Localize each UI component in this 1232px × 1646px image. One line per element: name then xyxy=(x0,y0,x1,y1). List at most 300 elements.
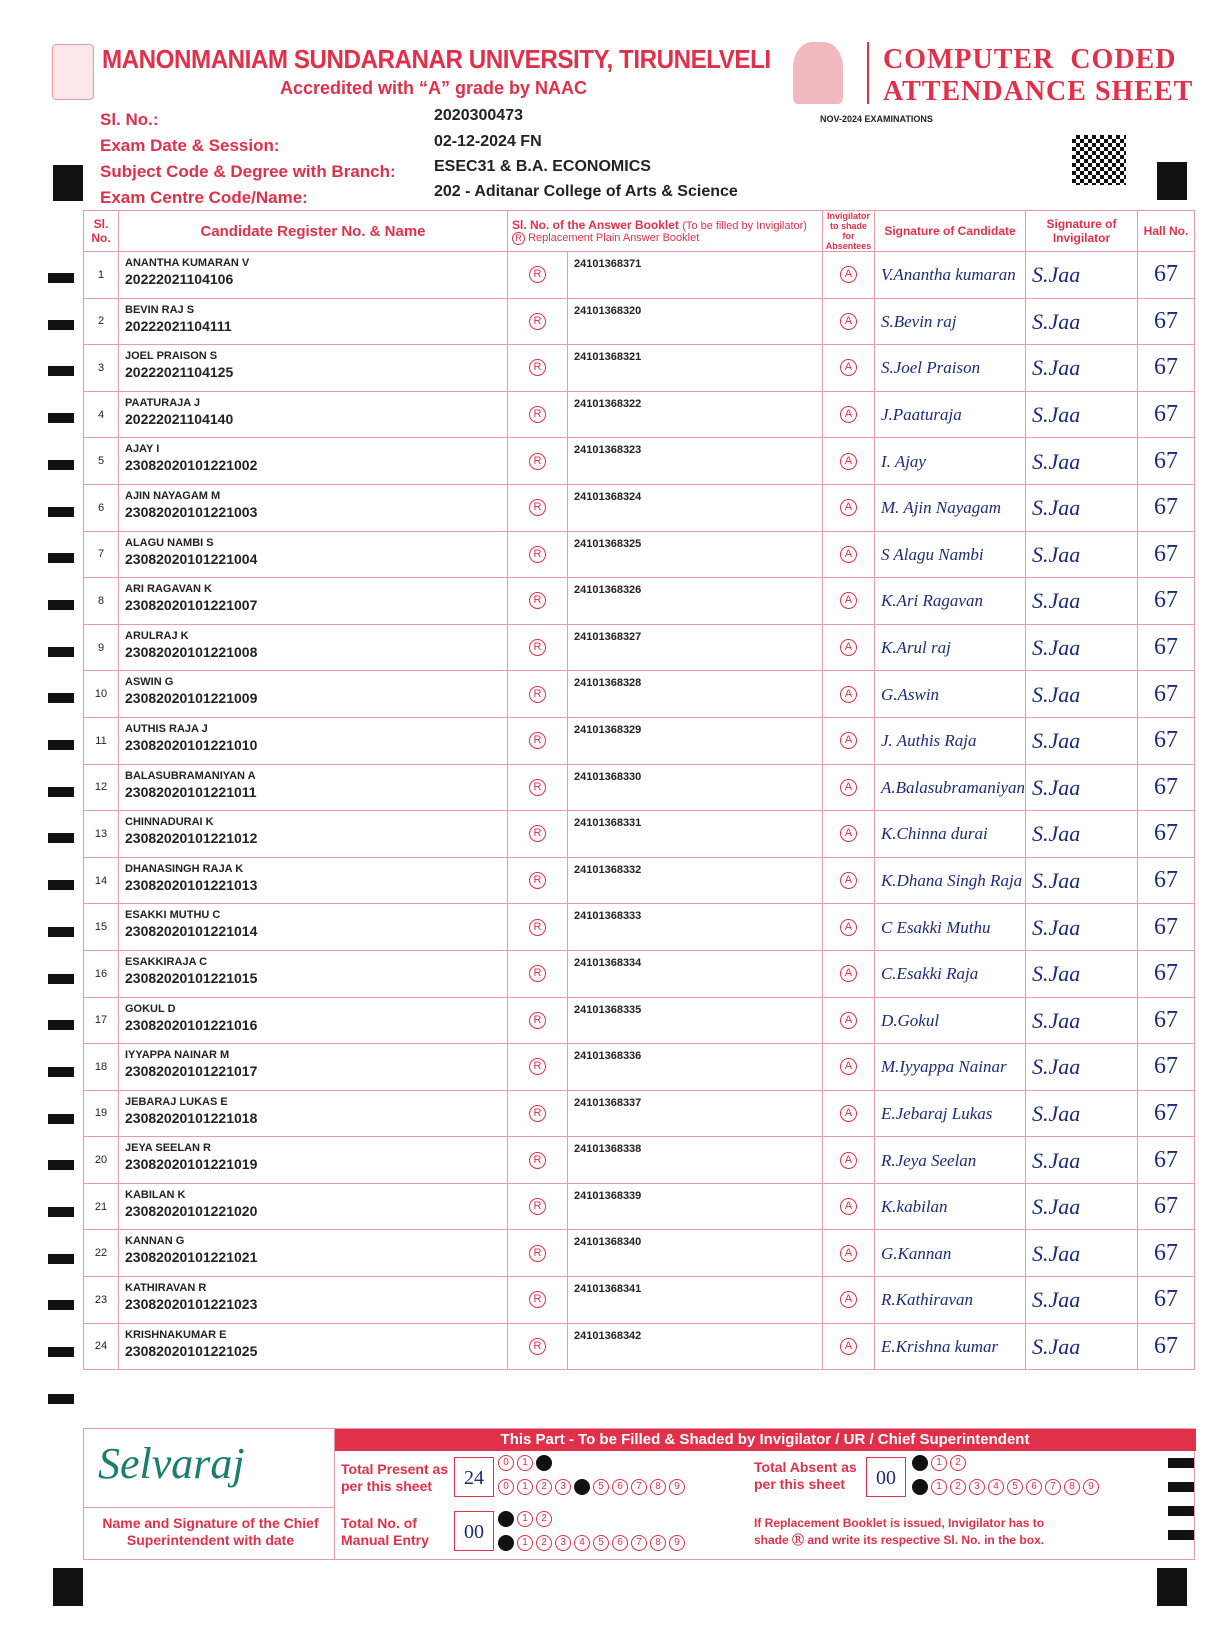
timing-mark xyxy=(48,1067,74,1077)
booklet-no[interactable]: 24101368336 xyxy=(568,1044,823,1091)
row-sl: 3 xyxy=(84,345,119,392)
timing-mark xyxy=(48,974,74,984)
candidate-name: AJIN NAYAGAM M xyxy=(125,489,221,502)
candidate-signature: S.Joel Praison xyxy=(874,345,1025,392)
founder-portrait xyxy=(793,42,843,104)
table-row xyxy=(84,811,1195,858)
digit-bubbles[interactable] xyxy=(498,1479,685,1495)
centre-value: 202 - Aditanar College of Arts & Science xyxy=(434,183,738,200)
hall-no: 67 xyxy=(1138,1277,1195,1324)
booklet-no[interactable]: 24101368330 xyxy=(568,764,823,811)
invigilator-signature: S.Jaa xyxy=(1026,252,1138,299)
timing-mark xyxy=(48,647,74,657)
row-sl: 20 xyxy=(84,1137,119,1184)
booklet-no[interactable]: 24101368322 xyxy=(568,391,823,438)
hall-no: 67 xyxy=(1138,624,1195,671)
invigilator-signature: S.Jaa xyxy=(1026,950,1138,997)
candidate-cell xyxy=(119,298,508,345)
row-sl: 10 xyxy=(84,671,119,718)
candidate-name: ANANTHA KUMARAN V xyxy=(125,257,250,269)
absent-bubble[interactable]: A xyxy=(822,1183,874,1230)
absent-bubble[interactable]: A xyxy=(822,671,874,718)
timing-mark xyxy=(53,165,83,201)
candidate-cell xyxy=(119,252,508,299)
table-row xyxy=(84,391,1195,438)
table-row xyxy=(84,1044,1195,1091)
hall-no: 67 xyxy=(1138,764,1195,811)
replacement-bubble[interactable]: R xyxy=(508,1183,568,1230)
table-row xyxy=(84,252,1195,299)
candidate-signature: R.Kathiravan xyxy=(874,1277,1025,1324)
bubble-3[interactable]: 3 xyxy=(969,1479,985,1495)
candidate-cell xyxy=(119,345,508,392)
invigilator-signature: S.Jaa xyxy=(1026,1323,1138,1370)
bubble-3[interactable]: 3 xyxy=(555,1535,571,1551)
manual-value[interactable]: 00 xyxy=(454,1511,494,1551)
hall-no: 67 xyxy=(1138,531,1195,578)
digit-bubbles[interactable] xyxy=(912,1455,966,1471)
absent-bubble[interactable]: A xyxy=(822,578,874,625)
row-sl: 8 xyxy=(84,578,119,625)
booklet-no[interactable]: 24101368321 xyxy=(568,345,823,392)
invigilator-signature: S.Jaa xyxy=(1026,1044,1138,1091)
hall-no: 67 xyxy=(1138,1230,1195,1277)
replacement-bubble[interactable]: R xyxy=(508,1137,568,1184)
absent-bubble[interactable]: A xyxy=(822,531,874,578)
register-no: 20222021104106 xyxy=(125,271,234,287)
register-no: 23082020101221011 xyxy=(125,783,257,800)
table-row xyxy=(84,857,1195,904)
booklet-no[interactable]: 24101368329 xyxy=(568,717,823,764)
candidate-signature: E.Krishna kumar xyxy=(874,1323,1025,1370)
sheet-title xyxy=(883,44,1193,108)
booklet-no[interactable]: 24101368320 xyxy=(568,298,823,345)
register-no: 20222021104140 xyxy=(125,410,234,427)
replacement-bubble[interactable]: R xyxy=(508,578,568,625)
candidate-cell xyxy=(119,484,508,531)
candidate-cell xyxy=(119,950,508,997)
candidate-name: ALAGU NAMBI S xyxy=(125,536,214,549)
timing-mark xyxy=(48,1160,74,1170)
candidate-name: ARULRAJ K xyxy=(125,629,189,642)
candidate-name: JEBARAJ LUKAS E xyxy=(125,1095,228,1108)
bubble-1[interactable]: 1 xyxy=(517,1535,533,1551)
absent-bubble[interactable]: A xyxy=(822,717,874,764)
absent-bubble[interactable]: A xyxy=(822,345,874,392)
bubble-4[interactable]: 4 xyxy=(574,1535,590,1551)
booklet-no[interactable]: 24101368327 xyxy=(568,624,823,671)
candidate-cell xyxy=(119,1277,508,1324)
booklet-no[interactable]: 24101368335 xyxy=(568,997,823,1044)
bubble-0[interactable]: 0 xyxy=(498,1511,514,1527)
timing-mark xyxy=(48,320,74,330)
register-no: 23082020101221016 xyxy=(125,1016,258,1033)
candidate-cell xyxy=(119,1137,508,1184)
bubble-8[interactable]: 8 xyxy=(650,1535,666,1551)
replacement-bubble[interactable]: R xyxy=(508,298,568,345)
bubble-1[interactable]: 1 xyxy=(931,1455,947,1471)
candidate-name: AJAY I xyxy=(125,443,160,456)
candidate-signature: G.Aswin xyxy=(874,671,1025,718)
invigilator-signature: S.Jaa xyxy=(1026,1137,1138,1184)
absent-bubble[interactable]: A xyxy=(822,624,874,671)
present-value[interactable]: 24 xyxy=(454,1457,494,1497)
row-sl: 12 xyxy=(84,764,119,811)
register-no: 23082020101221003 xyxy=(125,503,258,520)
hall-no: 67 xyxy=(1138,438,1195,485)
booklet-no[interactable]: 24101368332 xyxy=(568,857,823,904)
table-row xyxy=(84,531,1195,578)
hall-no: 67 xyxy=(1138,1323,1195,1370)
replacement-bubble[interactable]: R xyxy=(508,624,568,671)
candidate-cell xyxy=(119,391,508,438)
booklet-no[interactable]: 24101368328 xyxy=(568,671,823,718)
candidate-name: JEYA SEELAN R xyxy=(125,1142,211,1155)
booklet-no[interactable]: 24101368342 xyxy=(568,1323,823,1370)
row-sl: 2 xyxy=(84,298,119,345)
absent-label: Total Absent as per this sheet xyxy=(754,1459,857,1492)
candidate-cell xyxy=(119,438,508,485)
hall-no: 67 xyxy=(1138,345,1195,392)
row-sl: 7 xyxy=(84,531,119,578)
table-row xyxy=(84,950,1195,997)
hall-no: 67 xyxy=(1138,1090,1195,1137)
absent-bubble[interactable]: A xyxy=(822,1323,874,1370)
replacement-bubble[interactable]: R xyxy=(508,1230,568,1277)
candidate-name: ESAKKIRAJA C xyxy=(125,955,208,968)
replacement-bubble[interactable]: R xyxy=(508,671,568,718)
digit-bubbles[interactable] xyxy=(498,1511,552,1527)
candidate-signature: K.Chinna durai xyxy=(874,811,1025,858)
absent-bubble[interactable]: A xyxy=(822,252,874,299)
invigilator-signature: S.Jaa xyxy=(1026,298,1138,345)
invigilator-signature: S.Jaa xyxy=(1026,1230,1138,1277)
replacement-bubble[interactable]: R xyxy=(508,764,568,811)
candidate-name: KANNAN G xyxy=(125,1235,185,1248)
replacement-bubble[interactable]: R xyxy=(508,950,568,997)
manual-label: Total No. of Manual Entry xyxy=(341,1515,429,1548)
row-sl: 11 xyxy=(84,717,119,764)
bubble-1[interactable]: 1 xyxy=(517,1455,533,1471)
timing-mark xyxy=(48,413,74,423)
candidate-name: BEVIN RAJ S xyxy=(125,303,195,316)
booklet-no[interactable]: 24101368325 xyxy=(568,531,823,578)
timing-mark xyxy=(48,1020,74,1030)
replacement-bubble[interactable]: R xyxy=(508,997,568,1044)
hall-no: 67 xyxy=(1138,298,1195,345)
table-row xyxy=(84,1183,1195,1230)
col-booklet: Sl. No. of the Answer Booklet (To be filled by Invigilator) R Replacement Plain Answer Booklet xyxy=(508,211,823,252)
digit-bubbles[interactable] xyxy=(498,1535,685,1551)
replacement-bubble[interactable]: R xyxy=(508,345,568,392)
candidate-name: DHANASINGH RAJA K xyxy=(125,862,244,875)
row-sl: 14 xyxy=(84,857,119,904)
hall-no: 67 xyxy=(1138,811,1195,858)
candidate-cell xyxy=(119,1044,508,1091)
invigilator-signature: S.Jaa xyxy=(1026,997,1138,1044)
bubble-9[interactable]: 9 xyxy=(669,1535,685,1551)
timing-mark xyxy=(48,787,74,797)
bubble-2[interactable]: 2 xyxy=(536,1479,552,1495)
hall-no: 67 xyxy=(1138,717,1195,764)
register-no: 23082020101221009 xyxy=(125,690,258,707)
table-row xyxy=(84,438,1195,485)
absent-bubble[interactable]: A xyxy=(822,997,874,1044)
sheet-title-line1: COMPUTER CODED xyxy=(883,44,1177,75)
bubble-8[interactable]: 8 xyxy=(1064,1479,1080,1495)
absent-bubble[interactable]: A xyxy=(822,484,874,531)
booklet-no[interactable]: 24101368371 xyxy=(568,252,823,299)
candidate-signature: D.Gokul xyxy=(874,997,1025,1044)
invigilator-signature: S.Jaa xyxy=(1026,717,1138,764)
replacement-bubble[interactable]: R xyxy=(508,904,568,951)
booklet-no[interactable]: 24101368339 xyxy=(568,1183,823,1230)
bubble-1[interactable]: 1 xyxy=(517,1479,533,1495)
absent-value[interactable]: 00 xyxy=(866,1457,906,1497)
invigilator-signature: S.Jaa xyxy=(1026,624,1138,671)
candidate-name: AUTHIS RAJA J xyxy=(125,722,208,735)
timing-mark xyxy=(48,693,74,703)
absent-bubble[interactable]: A xyxy=(822,1044,874,1091)
replacement-bubble[interactable]: R xyxy=(508,1090,568,1137)
bubble-2[interactable]: 2 xyxy=(536,1535,552,1551)
candidate-cell xyxy=(119,1183,508,1230)
candidate-name: JOEL PRAISON S xyxy=(125,350,218,363)
replacement-bubble[interactable]: R xyxy=(508,811,568,858)
bubble-4[interactable]: 4 xyxy=(574,1479,590,1495)
replacement-bubble[interactable]: R xyxy=(508,717,568,764)
attendance-table xyxy=(83,210,1195,1370)
candidate-signature: E.Jebaraj Lukas xyxy=(874,1090,1025,1137)
timing-mark xyxy=(48,366,74,376)
row-sl: 23 xyxy=(84,1277,119,1324)
register-no: 23082020101221023 xyxy=(125,1296,258,1313)
col-sig-candidate: Signature of Candidate xyxy=(874,211,1025,252)
subject-value: ESEC31 & B.A. ECONOMICS xyxy=(434,158,651,175)
replacement-bubble[interactable]: R xyxy=(508,1044,568,1091)
invigilator-signature: S.Jaa xyxy=(1026,484,1138,531)
bubble-6[interactable]: 6 xyxy=(1026,1479,1042,1495)
replacement-bubble[interactable]: R xyxy=(508,1323,568,1370)
timing-mark xyxy=(48,740,74,750)
present-label: Total Present as per this sheet xyxy=(341,1461,449,1494)
replacement-bubble[interactable]: R xyxy=(508,1277,568,1324)
sl-no-label: Sl. No.: xyxy=(100,110,159,129)
bubble-5[interactable]: 5 xyxy=(593,1479,609,1495)
candidate-cell xyxy=(119,578,508,625)
replacement-bubble[interactable]: R xyxy=(508,438,568,485)
row-sl: 4 xyxy=(84,391,119,438)
booklet-no[interactable]: 24101368334 xyxy=(568,950,823,997)
candidate-signature: M.Iyyappa Nainar xyxy=(874,1044,1025,1091)
invigilator-signature: S.Jaa xyxy=(1026,438,1138,485)
bubble-9[interactable]: 9 xyxy=(669,1479,685,1495)
timing-mark xyxy=(48,880,74,890)
col-hall: Hall No. xyxy=(1138,211,1195,252)
bubble-0[interactable]: 0 xyxy=(912,1479,928,1495)
table-row xyxy=(84,624,1195,671)
bubble-9[interactable]: 9 xyxy=(1083,1479,1099,1495)
bubble-7[interactable]: 7 xyxy=(1045,1479,1061,1495)
replacement-bubble[interactable]: R xyxy=(508,531,568,578)
absent-bubble[interactable]: A xyxy=(822,1230,874,1277)
register-no: 20222021104125 xyxy=(125,364,234,381)
invigilator-signature: S.Jaa xyxy=(1026,811,1138,858)
replacement-bubble[interactable]: R xyxy=(508,857,568,904)
digit-bubbles[interactable] xyxy=(498,1455,552,1471)
bubble-2[interactable]: 2 xyxy=(950,1479,966,1495)
candidate-signature: C Esakki Muthu xyxy=(874,904,1025,951)
booklet-no[interactable]: 24101368340 xyxy=(568,1230,823,1277)
booklet-no[interactable]: 24101368324 xyxy=(568,484,823,531)
booklet-no[interactable]: 24101368341 xyxy=(568,1277,823,1324)
timing-mark xyxy=(48,507,74,517)
candidate-cell xyxy=(119,624,508,671)
candidate-signature: C.Esakki Raja xyxy=(874,950,1025,997)
candidate-signature: J.Paaturaja xyxy=(874,391,1025,438)
candidate-name: CHINNADURAI K xyxy=(125,816,214,829)
register-no: 23082020101221014 xyxy=(125,923,258,940)
bubble-6[interactable]: 6 xyxy=(612,1535,628,1551)
timing-mark xyxy=(48,1207,74,1217)
invigilator-signature: S.Jaa xyxy=(1026,578,1138,625)
table-row xyxy=(84,717,1195,764)
hall-no: 67 xyxy=(1138,950,1195,997)
replacement-bubble[interactable]: R xyxy=(508,484,568,531)
replacement-bubble[interactable]: R xyxy=(508,252,568,299)
absent-bubble[interactable]: A xyxy=(822,857,874,904)
timing-mark xyxy=(1157,162,1187,200)
row-sl: 15 xyxy=(84,904,119,951)
absent-bubble[interactable]: A xyxy=(822,950,874,997)
hall-no: 67 xyxy=(1138,391,1195,438)
row-sl: 6 xyxy=(84,484,119,531)
qr-code xyxy=(1072,135,1126,185)
booklet-no[interactable]: 24101368323 xyxy=(568,438,823,485)
absent-bubble[interactable]: A xyxy=(822,904,874,951)
replacement-bubble[interactable]: R xyxy=(508,391,568,438)
timing-mark xyxy=(53,1568,83,1606)
absent-bubble[interactable]: A xyxy=(822,391,874,438)
candidate-name: KABILAN K xyxy=(125,1188,186,1201)
bubble-0[interactable]: 0 xyxy=(498,1455,514,1471)
register-no: 23082020101221007 xyxy=(125,597,258,614)
bubble-2[interactable]: 2 xyxy=(950,1455,966,1471)
bubble-0[interactable]: 0 xyxy=(498,1535,514,1551)
register-no: 23082020101221002 xyxy=(125,457,258,474)
hall-no: 67 xyxy=(1138,578,1195,625)
candidate-signature: V.Anantha kumaran xyxy=(874,252,1025,299)
bubble-6[interactable]: 6 xyxy=(612,1479,628,1495)
col-sl: Sl. No. xyxy=(84,211,119,252)
candidate-cell xyxy=(119,1323,508,1370)
table-row xyxy=(84,484,1195,531)
timing-mark xyxy=(48,833,74,843)
candidate-name: KRISHNAKUMAR E xyxy=(125,1328,227,1341)
bubble-2[interactable]: 2 xyxy=(536,1455,552,1471)
candidate-name: ARI RAGAVAN K xyxy=(125,583,212,596)
register-no: 20222021104111 xyxy=(125,317,232,334)
row-sl: 24 xyxy=(84,1323,119,1370)
footer-section xyxy=(83,1428,1195,1560)
digit-bubbles[interactable] xyxy=(912,1479,1099,1495)
candidate-cell xyxy=(119,904,508,951)
row-sl: 13 xyxy=(84,811,119,858)
bubble-0[interactable]: 0 xyxy=(912,1455,928,1471)
hall-no: 67 xyxy=(1138,1183,1195,1230)
date-value: 02-12-2024 FN xyxy=(434,133,542,150)
row-sl: 17 xyxy=(84,997,119,1044)
candidate-signature: M. Ajin Nayagam xyxy=(874,484,1025,531)
table-row xyxy=(84,1137,1195,1184)
candidate-signature: K.Dhana Singh Raja xyxy=(874,857,1025,904)
bubble-3[interactable]: 3 xyxy=(555,1479,571,1495)
row-sl: 16 xyxy=(84,950,119,997)
booklet-no[interactable]: 24101368333 xyxy=(568,904,823,951)
subject-label: Subject Code & Degree with Branch: xyxy=(100,162,396,181)
candidate-cell xyxy=(119,764,508,811)
register-no: 23082020101221004 xyxy=(125,550,258,567)
invigilator-signature: S.Jaa xyxy=(1026,904,1138,951)
hall-no: 67 xyxy=(1138,997,1195,1044)
invigilator-signature: S.Jaa xyxy=(1026,1277,1138,1324)
booklet-no[interactable]: 24101368338 xyxy=(568,1137,823,1184)
timing-mark xyxy=(48,1300,74,1310)
booklet-no[interactable]: 24101368331 xyxy=(568,811,823,858)
bubble-8[interactable]: 8 xyxy=(650,1479,666,1495)
candidate-signature: K.Ari Ragavan xyxy=(874,578,1025,625)
bubble-1[interactable]: 1 xyxy=(517,1511,533,1527)
candidate-signature: K.kabilan xyxy=(874,1183,1025,1230)
table-row xyxy=(84,1323,1195,1370)
bubble-2[interactable]: 2 xyxy=(536,1511,552,1527)
bubble-5[interactable]: 5 xyxy=(1007,1479,1023,1495)
absent-bubble[interactable]: A xyxy=(822,438,874,485)
bubble-0[interactable]: 0 xyxy=(498,1479,514,1495)
absent-bubble[interactable]: A xyxy=(822,1277,874,1324)
booklet-no[interactable]: 24101368326 xyxy=(568,578,823,625)
candidate-signature: G.Kannan xyxy=(874,1230,1025,1277)
absent-bubble[interactable]: A xyxy=(822,764,874,811)
row-sl: 19 xyxy=(84,1090,119,1137)
bubble-7[interactable]: 7 xyxy=(631,1535,647,1551)
candidate-name: BALASUBRAMANIYAN A xyxy=(125,769,256,782)
candidate-signature: S.Bevin raj xyxy=(874,298,1025,345)
bubble-1[interactable]: 1 xyxy=(931,1479,947,1495)
table-row xyxy=(84,578,1195,625)
timing-mark xyxy=(48,600,74,610)
absent-bubble[interactable]: A xyxy=(822,298,874,345)
booklet-no[interactable]: 24101368337 xyxy=(568,1090,823,1137)
absent-bubble[interactable]: A xyxy=(822,1137,874,1184)
bubble-4[interactable]: 4 xyxy=(988,1479,1004,1495)
bubble-7[interactable]: 7 xyxy=(631,1479,647,1495)
invigilator-signature: S.Jaa xyxy=(1026,1183,1138,1230)
candidate-cell xyxy=(119,671,508,718)
row-sl: 18 xyxy=(84,1044,119,1091)
hall-no: 67 xyxy=(1138,1044,1195,1091)
candidate-name: ASWIN G xyxy=(125,676,174,689)
timing-mark xyxy=(48,460,74,470)
candidate-signature: I. Ajay xyxy=(874,438,1025,485)
absent-bubble[interactable]: A xyxy=(822,1090,874,1137)
col-candidate: Candidate Register No. & Name xyxy=(119,211,508,252)
absent-bubble[interactable]: A xyxy=(822,811,874,858)
invigilator-signature: S.Jaa xyxy=(1026,391,1138,438)
register-no: 23082020101221015 xyxy=(125,969,258,986)
university-name: MANONMANIAM SUNDARANAR UNIVERSITY, TIRUNELVELI xyxy=(102,44,771,74)
bubble-5[interactable]: 5 xyxy=(593,1535,609,1551)
